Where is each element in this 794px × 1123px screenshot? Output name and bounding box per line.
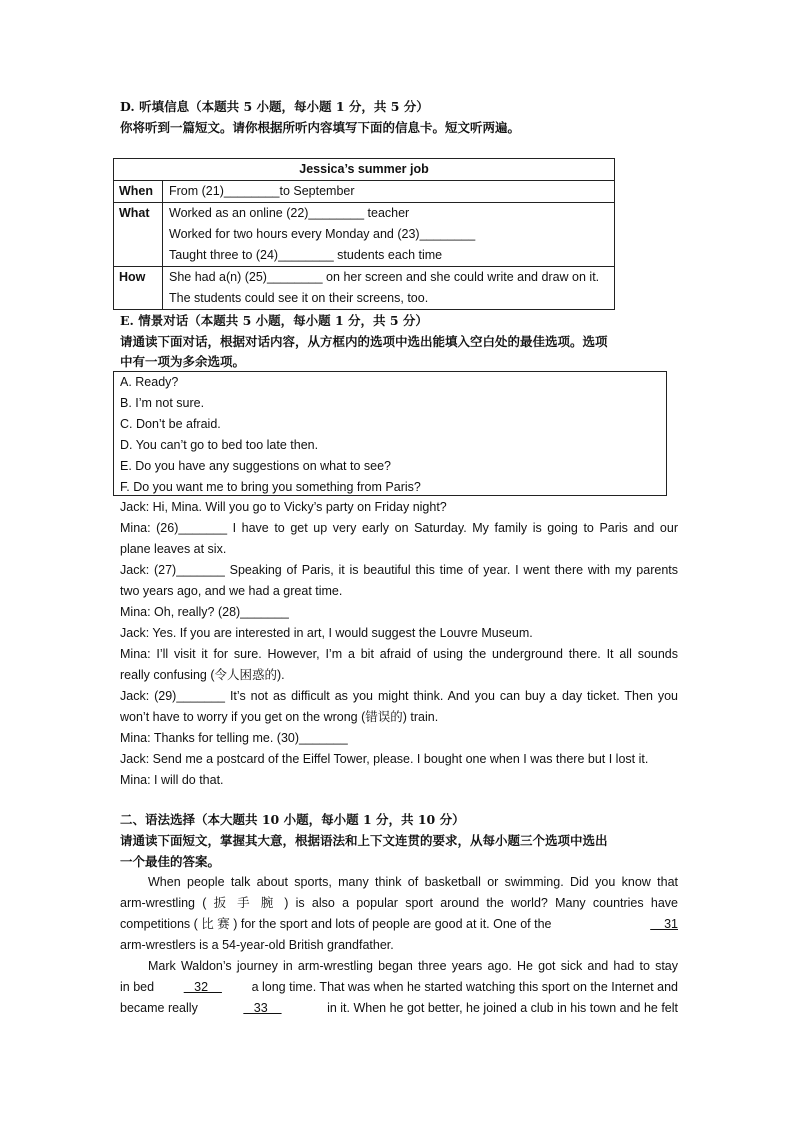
option-item: E. Do you have any suggestions on what to see? xyxy=(120,459,392,473)
how-line: She had a(n) (25)________ on her screen and she could write and draw on it. xyxy=(169,270,600,284)
dialogue-line: Mina: Thanks for telling me. (30)_______ xyxy=(120,731,348,745)
dialogue-line: Mina: I will do that. xyxy=(120,773,224,787)
passage-line: arm-wrestling ( 扳 手 腕 ) is also a popular sport around the world? Many countries have xyxy=(120,896,678,910)
section-e-heading: E. 情景对话（本题共 5 小题，每小题 1 分，共 5 分） xyxy=(120,313,428,328)
passage-line xyxy=(120,914,678,935)
passage-text: a long time. That was when he started watching this sport on the Internet and xyxy=(251,980,678,994)
blank-33[interactable]: 33 xyxy=(243,1001,282,1015)
options-box xyxy=(113,371,667,496)
dialogue-line: won’t have to worry if you get on the wrong (错误的) train. xyxy=(120,710,439,724)
what-line: Worked as an online (22)________ teacher xyxy=(169,206,410,220)
section-e-instruction-1: 请通读下面对话，根据对话内容，从方框内的选项中选出能填入空白处的最佳选项。选项 xyxy=(120,334,608,349)
option-item: C. Don’t be afraid. xyxy=(120,417,221,431)
info-table xyxy=(113,158,615,310)
option-item: A. Ready? xyxy=(120,375,179,389)
passage-line xyxy=(120,977,678,998)
passage-line xyxy=(120,998,678,1019)
blank-31[interactable]: 31 xyxy=(650,917,678,931)
section-e-instruction-2: 中有一项为多余选项。 xyxy=(120,354,246,369)
what-line: Taught three to (24)________ students each time xyxy=(169,248,443,262)
when-line: From (21)________to September xyxy=(169,184,355,198)
dialogue-line: two years ago, and we had a great time. xyxy=(120,584,343,598)
how-line: The students could see it on their screens, too. xyxy=(169,291,429,305)
passage-text: competitions ( 比 赛 ) for the sport and lots of people are good at it. One of the xyxy=(120,917,552,931)
option-item: F. Do you want me to bring you something from Paris? xyxy=(120,480,421,494)
option-item: B. I’m not sure. xyxy=(120,396,205,410)
dialogue-line: Jack: Yes. If you are interested in art, I would suggest the Louvre Museum. xyxy=(120,626,533,640)
dialogue-line: plane leaves at six. xyxy=(120,542,227,556)
dialogue-line: Jack: (29)_______ It’s not as difficult as you might think. And you can buy a day ticket. Then you xyxy=(120,689,678,703)
passage-line: Mark Waldon’s journey in arm-wrestling began three years ago. He got sick and had to stay xyxy=(148,959,678,973)
what-label: What xyxy=(119,206,150,220)
passage-text: became really xyxy=(120,1001,198,1015)
dialogue-line: Jack: Hi, Mina. Will you go to Vicky’s party on Friday night? xyxy=(120,500,447,514)
dialogue-line: Jack: (27)_______ Speaking of Paris, it is beautiful this time of year. I went there with my parents xyxy=(120,563,678,577)
section-2-heading: 二、语法选择（本大题共 10 小题，每小题 1 分，共 10 分） xyxy=(120,812,465,827)
how-label: How xyxy=(119,270,146,284)
when-label: When xyxy=(114,181,163,203)
what-line: Worked for two hours every Monday and (23)________ xyxy=(169,227,476,241)
dialogue-line: Jack: Send me a postcard of the Eiffel Tower, please. I bought one when I was there but I lost it. xyxy=(120,752,649,766)
blank-32[interactable]: 32 xyxy=(183,980,222,994)
info-table-title: Jessica’s summer job xyxy=(114,159,615,181)
section-2-instruction-2: 一个最佳的答案。 xyxy=(120,854,221,869)
dialogue-line: Mina: (26)_______ I have to get up very early on Saturday. My family is going to Paris and our xyxy=(120,521,678,535)
option-item: D. You can’t go to bed too late then. xyxy=(120,438,319,452)
passage-line: arm-wrestlers is a 54-year-old British grandfather. xyxy=(120,938,394,952)
section-d-instruction: 你将听到一篇短文。请你根据所听内容填写下面的信息卡。短文听两遍。 xyxy=(120,120,521,135)
passage xyxy=(120,872,678,1019)
section-2-instruction-1: 请通读下面短文，掌握其大意，根据语法和上下文连贯的要求，从每小题三个选项中选出 xyxy=(120,833,608,848)
passage-text: in it. When he got better, he joined a club in his town and he felt xyxy=(327,1001,678,1015)
passage-text: in bed xyxy=(120,980,155,994)
dialogue-line: really confusing (令人困惑的). xyxy=(120,668,285,682)
dialogue-line: Mina: Oh, really? (28)_______ xyxy=(120,605,289,619)
dialogue-line: Mina: I’ll visit it for sure. However, I’m a bit afraid of using the underground there. It all sounds xyxy=(120,647,678,661)
passage-line: When people talk about sports, many think of basketball or swimming. Did you know that xyxy=(148,875,678,889)
dialogue xyxy=(120,497,678,791)
section-d-heading: D. 听填信息（本题共 5 小题，每小题 1 分，共 5 分） xyxy=(120,99,429,114)
